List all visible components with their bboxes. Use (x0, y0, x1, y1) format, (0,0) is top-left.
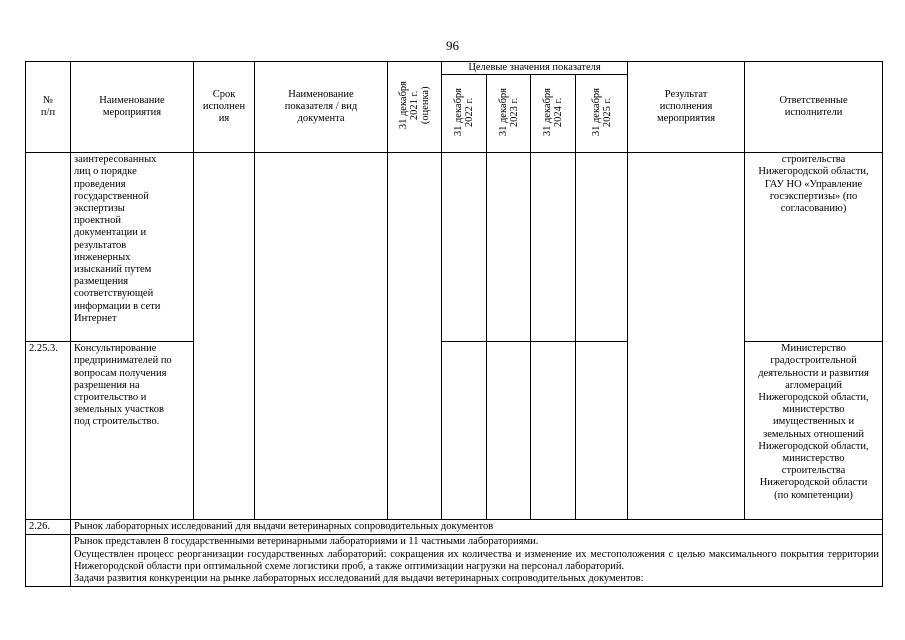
header-2024-cell (531, 75, 576, 153)
term-cell (194, 153, 255, 520)
section-row (26, 520, 883, 535)
header-2025-cell (576, 75, 628, 153)
header-result: Результат исполнения мероприятия (628, 62, 745, 153)
value-2024-cell (531, 153, 576, 342)
indicator-cell (255, 153, 388, 520)
header-2022: 31 декабря 2022 г. (453, 87, 475, 136)
header-measure: Наименование мероприятия (71, 62, 194, 153)
description-row (26, 535, 883, 587)
paragraph: Рынок представлен 8 государственными ветеринарными лабораториями и 11 частными лабораториями. (74, 536, 539, 548)
header-target-group: Целевые значения показателя (442, 62, 628, 75)
value-2022-cell (442, 342, 487, 520)
row-number (26, 153, 71, 342)
value-2025-cell (576, 153, 628, 342)
value-2022-cell (442, 153, 487, 342)
measure-text: заинтересованных лиц о порядке проведения государственной экспертизы проектной документации и результатов инженерных изысканий путем размещения соответствующей информации в сети Интернет (71, 153, 194, 342)
responsible-text: Министерство градостроительной деятельности и развития агломераций Нижегородской области, министерство имущественных и земельных отношений Нижегородской области, министерство строительства Нижегородской области (по компетенции) (745, 342, 883, 520)
header-2025: 31 декабря 2025 г. (590, 87, 613, 136)
section-number: 2.26. (26, 520, 71, 535)
paragraph: Осуществлен процесс реорганизации государственных лабораторий: сокращения их количества и изменение их местоположения с целью максимального покрытия территории Нижегородской области при оптимальной схеме логистики проб, а также оптимизации нагрузки на персонал лабораторий. (74, 548, 880, 572)
header-responsible: Ответственные исполнители (745, 62, 883, 153)
section-title: Рынок лабораторных исследований для выдачи ветеринарных сопроводительных документов (71, 520, 883, 535)
header-2021: 31 декабря 2021 г. (оценка) (398, 80, 431, 130)
table-row (26, 342, 883, 520)
header-2021-cell (388, 62, 442, 153)
measure-text: Консультирование предпринимателей по вопросам получения разрешения на строительство и земельных участков под строительство. (71, 342, 194, 520)
header-row-1 (26, 62, 883, 75)
description-cell (71, 535, 883, 587)
row-number: 2.25.3. (26, 342, 71, 520)
header-2023-cell (487, 75, 531, 153)
paragraph: Задачи развития конкуренции на рынке лабораторных исследований для выдачи ветеринарных сопроводительных документов: (74, 573, 644, 585)
value-2023-cell (487, 153, 531, 342)
table-row (26, 153, 883, 342)
value-2025-cell (576, 342, 628, 520)
header-term: Срок исполнен ия (194, 62, 255, 153)
header-indicator: Наименование показателя / вид документа (255, 62, 388, 153)
header-no: № п/п (26, 62, 71, 153)
value-2023-cell (487, 342, 531, 520)
header-2024: 31 декабря 2024 г. (542, 87, 564, 136)
measures-table (25, 61, 883, 587)
header-2023: 31 декабря 2023 г. (497, 87, 520, 136)
responsible-text: строительства Нижегородской области, ГАУ НО «Управление госэкспертизы» (по согласованию) (745, 153, 883, 342)
page-number: 96 (446, 38, 459, 53)
value-2024-cell (531, 342, 576, 520)
header-2022-cell (442, 75, 487, 153)
value-2021-cell (388, 153, 442, 520)
result-cell (628, 153, 745, 520)
description-number-cell (26, 535, 71, 587)
